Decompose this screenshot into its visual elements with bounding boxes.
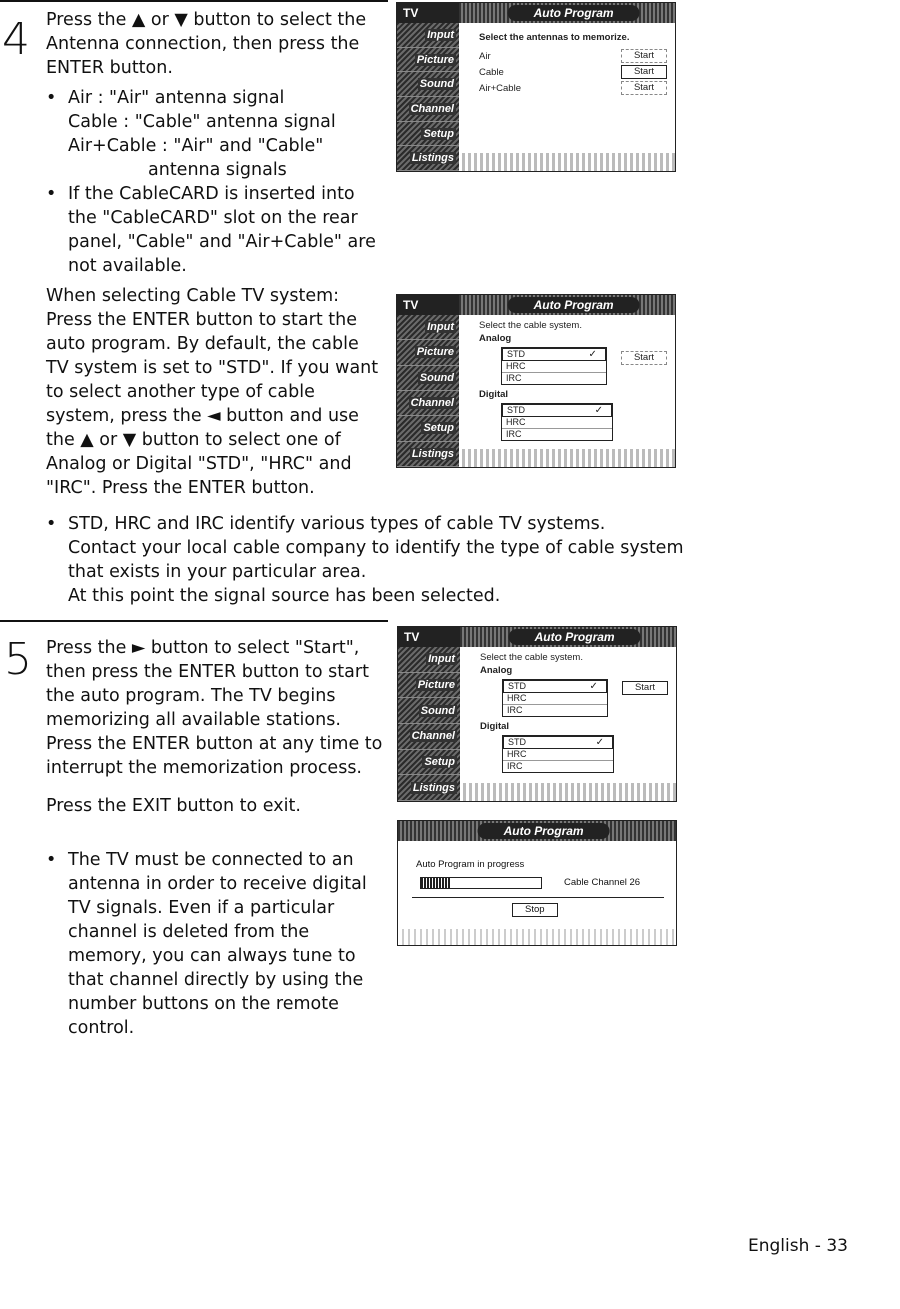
menu-setup[interactable]: Setup (397, 416, 459, 441)
progress-bar-fill (421, 878, 451, 888)
osd-antenna-screen (396, 2, 676, 172)
menu-listings[interactable]: Listings (398, 775, 460, 801)
progress-divider (412, 897, 664, 898)
check-icon: ✓ (594, 405, 603, 416)
cable-types-line2: Contact your local cable company to identify the type of cable system (68, 538, 684, 558)
osd-antenna-content (479, 31, 667, 96)
step4-intro: Press the ▲ or ▼ button to select the Antenna connection, then press the ENTER button. (46, 10, 367, 78)
osd-tv-label: TV (397, 3, 459, 23)
osd-footer (460, 783, 676, 801)
menu-picture[interactable]: Picture (397, 340, 459, 365)
osd-sidebar (397, 295, 459, 467)
osd-titlebar (459, 3, 675, 23)
osd-cable-content (479, 319, 667, 444)
analog-list (502, 679, 608, 717)
menu-picture[interactable]: Picture (397, 48, 459, 73)
digital-hrc[interactable]: HRC (502, 417, 612, 429)
digital-list (501, 403, 613, 441)
digital-hrc[interactable]: HRC (503, 749, 613, 761)
menu-listings[interactable]: Listings (397, 442, 459, 467)
antenna-note (46, 848, 382, 1040)
cable-start-button[interactable]: Start (621, 351, 667, 365)
step5-number: 5 (4, 634, 32, 685)
step4-number: 4 (2, 14, 30, 65)
digital-std[interactable]: STD ✓ (502, 404, 612, 417)
digital-label: Digital (479, 389, 509, 400)
digital-list (502, 735, 614, 773)
step5-rule (0, 620, 388, 622)
osd-titlebar (460, 627, 676, 647)
step5-intro: Press the ► button to select "Start", then press the ENTER button to start the auto program. The TV begins memorizing all available stations. Press the ENTER button at any time to interrupt the memorization process. (46, 638, 383, 778)
osd-cable-content (480, 651, 668, 776)
digital-irc[interactable]: IRC (507, 761, 523, 771)
analog-std[interactable]: STD ✓ (502, 348, 606, 361)
menu-input[interactable]: Input (397, 315, 459, 340)
menu-input[interactable]: Input (398, 647, 460, 673)
progress-footer (398, 929, 676, 945)
cablecard-bullet: • If the CableCARD is inserted into the "CableCARD" slot on the rear panel, "Cable" and "Air+Cable" are not available. (46, 182, 376, 278)
step4-rule (0, 0, 388, 2)
progress-channel: Cable Channel 26 (564, 877, 641, 888)
analog-label: Analog (480, 665, 513, 676)
antenna-prompt: Select the antennas to memorize. (479, 32, 630, 43)
menu-sound[interactable]: Sound (397, 72, 459, 97)
osd-title: Auto Program (509, 629, 641, 645)
analog-hrc[interactable]: HRC (503, 693, 607, 705)
digital-std[interactable]: STD ✓ (503, 736, 613, 749)
cable-types-line1: • STD, HRC and IRC identify various types of cable TV systems. (68, 514, 606, 534)
step4-bullet-antenna (46, 86, 376, 278)
air-start-button[interactable]: Start (621, 49, 667, 63)
analog-std[interactable]: STD ✓ (503, 680, 607, 693)
exit-instruction: Press the EXIT button to exit. (46, 796, 301, 816)
osd-title: Auto Program (508, 5, 640, 21)
analog-irc[interactable]: IRC (507, 705, 523, 715)
option-cable-label: Cable (479, 66, 504, 78)
menu-channel[interactable]: Channel (397, 97, 459, 122)
cable-types-line4: At this point the signal source has been selected. (68, 586, 501, 606)
cable-types-bullet (46, 512, 686, 608)
osd-cable-screen-2 (397, 626, 677, 802)
option-cable (479, 64, 667, 80)
cable-start-button-selected[interactable]: Start (622, 681, 668, 695)
cable-system-paragraph: When selecting Cable TV system: Press the ENTER button to start the auto program. By default, the cable TV system is set to "STD". If you want to select another type of cable system, press the ◄ button and use the ▲ or ▼ button to select one of Analog or Digital "STD", "HRC" and "IRC". Press the ENTER button. (46, 286, 379, 498)
analog-irc[interactable]: IRC (506, 373, 522, 383)
osd-cable-screen-1 (396, 294, 676, 468)
cable-types-bullet-body (46, 512, 686, 608)
menu-sound[interactable]: Sound (398, 698, 460, 724)
aircable-start-button[interactable]: Start (621, 81, 667, 95)
analog-hrc[interactable]: HRC (502, 361, 606, 373)
menu-input[interactable]: Input (397, 23, 459, 48)
analog-list (501, 347, 607, 385)
menu-channel[interactable]: Channel (397, 391, 459, 416)
cable-prompt: Select the cable system. (479, 320, 582, 331)
progress-title: Auto Program (478, 823, 610, 839)
menu-picture[interactable]: Picture (398, 673, 460, 699)
progress-titlebar (398, 821, 676, 841)
check-icon: ✓ (588, 349, 597, 360)
cable-start-button[interactable]: Start (621, 65, 667, 79)
option-air-label: Air (479, 50, 491, 62)
osd-footer (459, 449, 675, 467)
cable-types-line3: that exists in your particular area. (68, 562, 367, 582)
progress-bar (420, 877, 542, 889)
digital-irc[interactable]: IRC (506, 429, 522, 439)
page-number: English - 33 (748, 1236, 848, 1256)
menu-channel[interactable]: Channel (398, 724, 460, 750)
antenna-note-bullet: • The TV must be connected to an antenna in order to receive digital TV signals. Even if a particular channel is deleted from the memory, you can always tune to that channel directly by using the number buttons on the remote control. (46, 848, 382, 1040)
antenna-bullet (46, 86, 376, 182)
menu-sound[interactable]: Sound (397, 366, 459, 391)
check-icon: ✓ (595, 737, 604, 748)
osd-sidebar (398, 627, 460, 801)
check-icon: ✓ (589, 681, 598, 692)
osd-progress-screen (397, 820, 677, 946)
antenna-aircable-line2: antenna signals (148, 160, 287, 180)
osd-title: Auto Program (508, 297, 640, 313)
analog-label: Analog (479, 333, 512, 344)
digital-label: Digital (480, 721, 510, 732)
cable-prompt: Select the cable system. (480, 652, 583, 663)
option-air (479, 48, 667, 64)
menu-setup[interactable]: Setup (397, 122, 459, 147)
stop-button[interactable]: Stop (512, 903, 558, 917)
osd-footer (459, 153, 675, 171)
antenna-cable-line: Cable : "Cable" antenna signal (68, 112, 336, 132)
option-aircable (479, 80, 667, 96)
menu-listings[interactable]: Listings (397, 146, 459, 171)
osd-tv-label: TV (397, 295, 459, 315)
option-aircable-label: Air+Cable (479, 82, 521, 94)
menu-setup[interactable]: Setup (398, 750, 460, 776)
osd-sidebar (397, 3, 459, 171)
osd-titlebar (459, 295, 675, 315)
progress-status: Auto Program in progress (416, 859, 525, 870)
osd-tv-label: TV (398, 627, 460, 647)
antenna-aircable-line: Air+Cable : "Air" and "Cable" (68, 136, 324, 156)
antenna-air-line: • Air : "Air" antenna signal (68, 88, 285, 108)
